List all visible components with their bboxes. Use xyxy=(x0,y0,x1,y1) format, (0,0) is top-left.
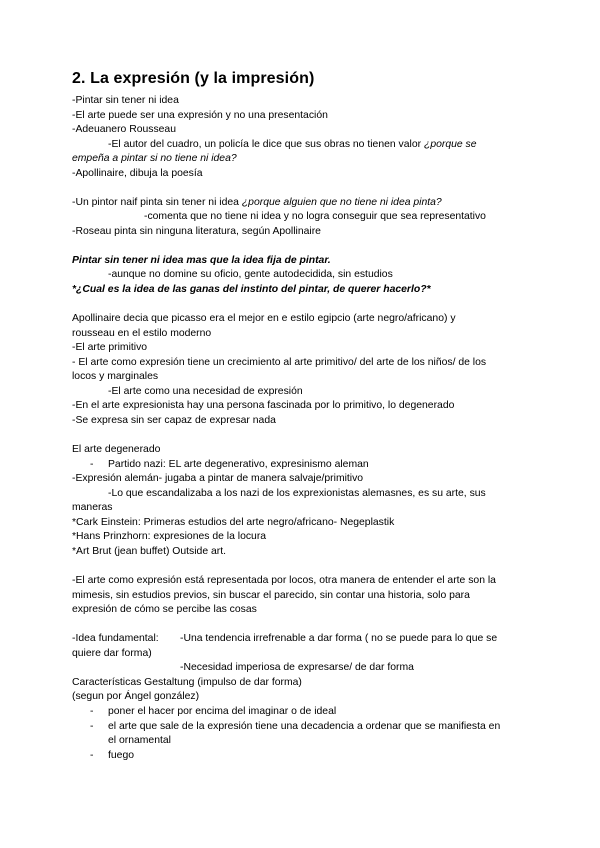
list-item: el arte que sale de la expresión tiene una decadencia a ordenar que se manifiesta en xyxy=(108,721,501,732)
text-line: rousseau en el estilo moderno xyxy=(72,328,212,339)
text-line: locos y marginales xyxy=(72,371,159,382)
text-line: -Se expresa sin ser capaz de expresar nada xyxy=(72,415,276,426)
text-line: empeña a pintar si no tiene ni idea? xyxy=(72,153,237,164)
text-span: -El autor del cuadro, un policía le dice que sus obras no tienen valor xyxy=(108,139,422,150)
text-line: *Cark Einstein: Primeras estudios del arte negro/africano- Negeplastik xyxy=(72,517,395,528)
text-line: -Una tendencia irrefrenable a dar forma ( no se puede para lo que se xyxy=(180,633,498,644)
list-item: poner el hacer por encima del imaginar o de ideal xyxy=(108,706,337,717)
list-item-continuation: el ornamental xyxy=(108,735,171,746)
text-line: *Hans Prinzhorn: expresiones de la locura xyxy=(72,531,267,542)
list-item: Partido nazi: EL arte degenerativo, expresinismo aleman xyxy=(108,459,369,470)
list-bullet: - xyxy=(90,706,94,717)
text-line: -Necesidad imperiosa de expresarse/ de dar forma xyxy=(180,662,414,673)
text-line: -El arte puede ser una expresión y no una presentación xyxy=(72,110,328,121)
text-line: Características Gestaltung (impulso de dar forma) xyxy=(72,677,302,688)
text-line: -Adeuanero Rousseau xyxy=(72,124,176,135)
text-line: mimesis, sin estudios previos, sin buscar el parecido, sin contar una historia, solo para xyxy=(72,590,470,601)
list-item: fuego xyxy=(108,750,135,761)
text-line: -Expresión alemán- jugaba a pintar de manera salvaje/primitivo xyxy=(72,473,364,484)
text-line: -Apollinaire, dibuja la poesía xyxy=(72,168,203,179)
bold-italic-line: Pintar sin tener ni idea mas que la idea fija de pintar. xyxy=(72,255,331,266)
text-line: *Art Brut (jean buffet) Outside art. xyxy=(72,546,227,557)
text-line: - El arte como expresión tiene un crecimiento al arte primitivo/ del arte de los niños/ de los xyxy=(72,357,487,368)
italic-question: ¿porque se xyxy=(423,139,477,150)
text-line: Apollinaire decia que picasso era el mejor en e estilo egipcio (arte negro/africano) y xyxy=(72,313,456,324)
text-line: -En el arte expresionista hay una persona fascinada por lo primitivo, lo degenerado xyxy=(72,400,455,411)
text-line: -El arte como una necesidad de expresión xyxy=(108,386,303,397)
section-heading: 2. La expresión (y la impresión) xyxy=(72,70,315,87)
text-line xyxy=(72,195,442,210)
text-line: -El arte primitivo xyxy=(72,342,148,353)
list-bullet: - xyxy=(90,750,94,761)
list-bullet: - xyxy=(90,459,94,470)
text-line xyxy=(108,137,477,152)
text-line: -El arte como expresión está representada por locos, otra manera de entender el arte son la xyxy=(72,575,496,586)
text-line: quiere dar forma) xyxy=(72,648,152,659)
list-bullet: - xyxy=(90,721,94,732)
italic-question: ¿porque alguien que no tiene ni idea pinta? xyxy=(241,197,442,208)
text-span: -Un pintor naif pinta sin tener ni idea xyxy=(72,197,239,208)
bold-italic-line: *¿Cual es la idea de las ganas del instinto del pintar, de querer hacerlo?* xyxy=(72,284,431,295)
text-line: maneras xyxy=(72,502,113,513)
text-line: -Lo que escandalizaba a los nazi de los exprexionistas alemasnes, es su arte, sus xyxy=(108,488,486,499)
text-line: -Pintar sin tener ni idea xyxy=(72,95,179,106)
text-line: -comenta que no tiene ni idea y no logra conseguir que sea representativo xyxy=(144,211,486,222)
text-line: -Roseau pinta sin ninguna literatura, según Apollinaire xyxy=(72,226,321,237)
text-line: (segun por Ángel gonzález) xyxy=(72,691,200,702)
text-line: -Idea fundamental: xyxy=(72,633,159,644)
text-line: El arte degenerado xyxy=(72,444,161,455)
text-line: -aunque no domine su oficio, gente autodecidida, sin estudios xyxy=(108,269,393,280)
text-line: expresión de cómo se percibe las cosas xyxy=(72,604,257,615)
